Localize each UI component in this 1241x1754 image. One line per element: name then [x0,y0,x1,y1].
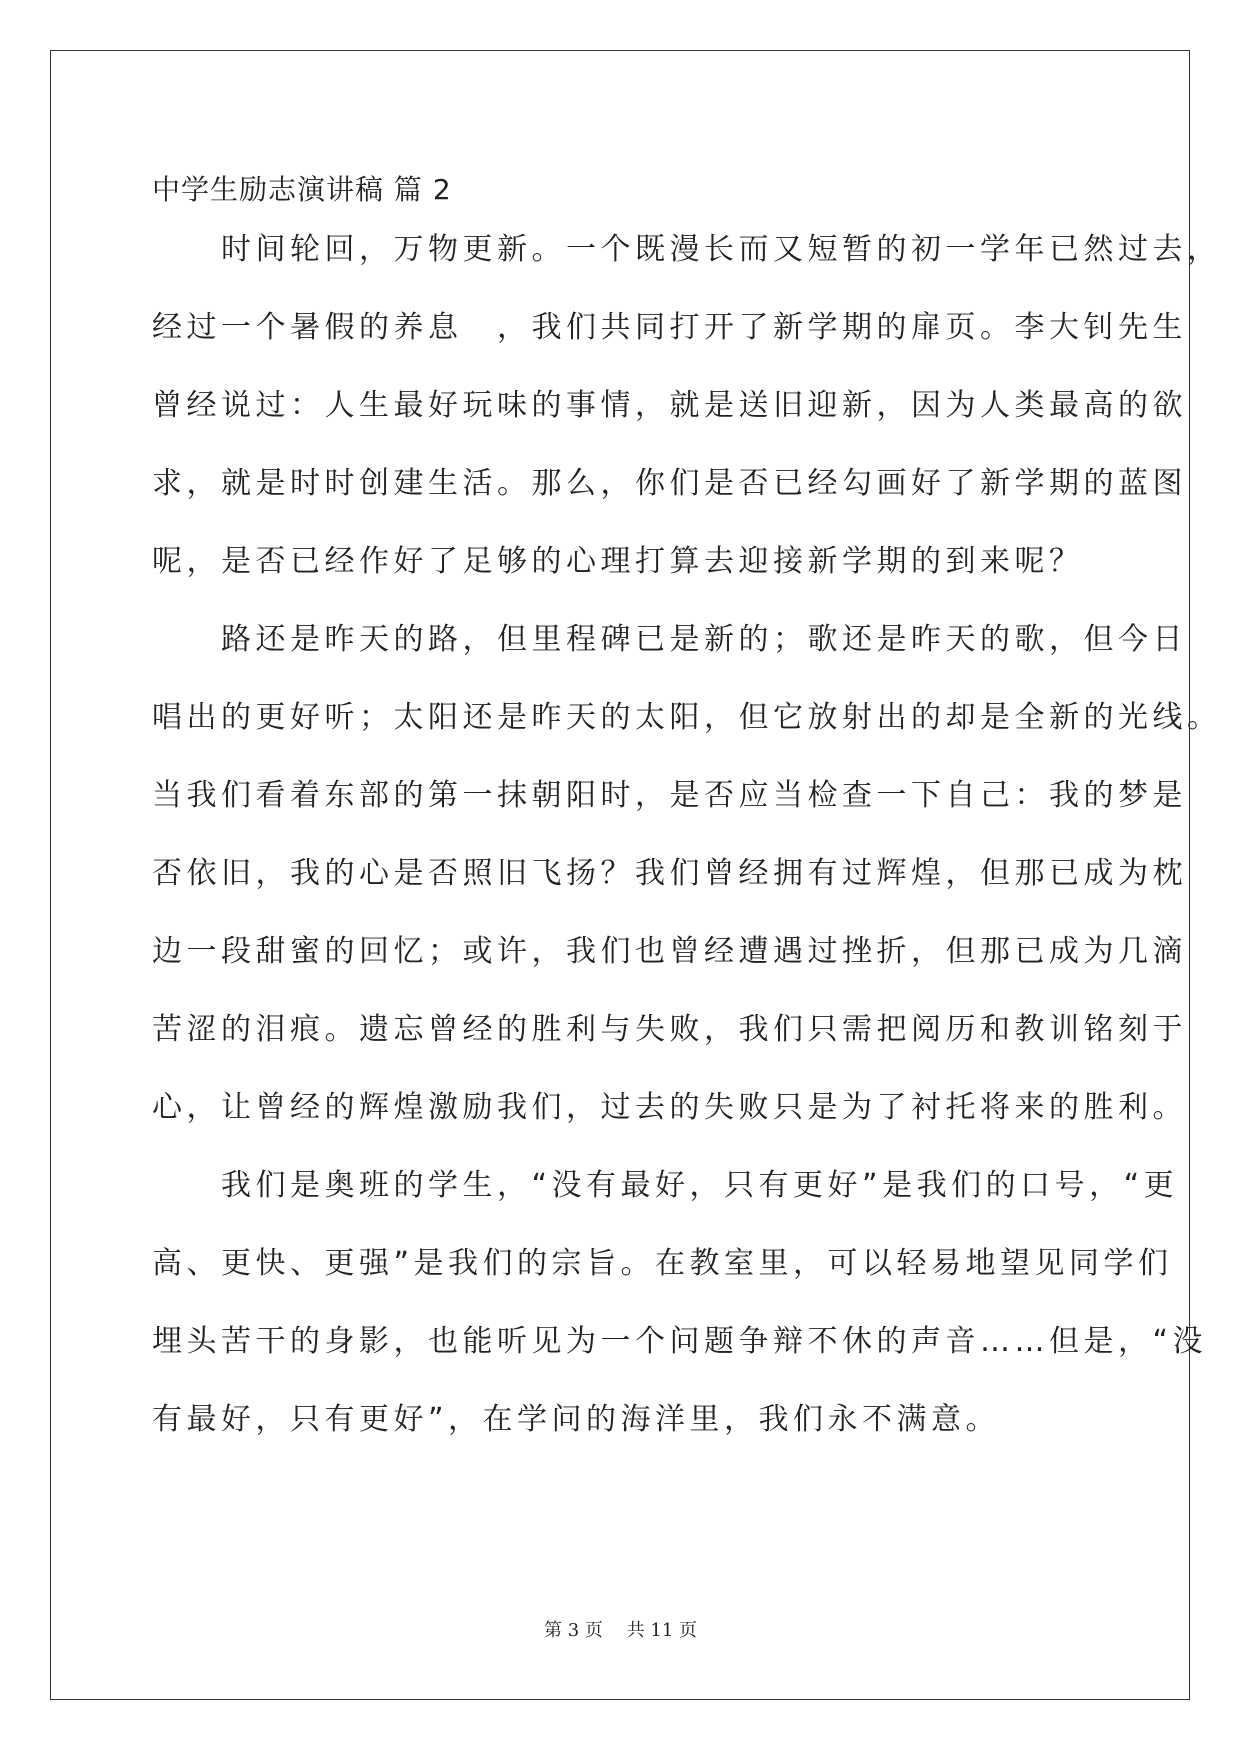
text-line: 我们是奥班的学生，“没有最好，只有更好”是我们的口号，“更 [152,1168,1179,1203]
document-heading [152,168,452,208]
text-line: 求，就是时时创建生活。那么，你们是否已经勾画好了新学期的蓝图 [152,466,1187,501]
document-title: 中学生励志演讲稿 [152,173,385,206]
page-footer [0,1616,1241,1642]
page-number: 第 3 页 [544,1620,603,1641]
text-line: 唱出的更好听；太阳还是昨天的太阳，但它放射出的却是全新的光线。 [152,700,1222,735]
page-total: 共 11 页 [626,1620,697,1641]
section-label: 篇 2 [393,173,452,206]
text-line: 路还是昨天的路，但里程碑已是新的；歌还是昨天的歌，但今日 [152,622,1187,657]
text-line: 当我们看着东部的第一抹朝阳时，是否应当检查一下自己：我的梦是 [152,778,1187,813]
text-line: 埋头苦干的身影，也能听见为一个问题争辩不休的声音……但是，“没 [152,1324,1208,1359]
text-line: 边一段甜蜜的回忆；或许，我们也曾经遭遇过挫折，但那已成为几滴 [152,934,1187,969]
text-line: 有最好，只有更好”，在学问的海洋里，我们永不满意。 [152,1402,1001,1437]
text-line: 否依旧，我的心是否照旧飞扬？我们曾经拥有过辉煌，但那已成为枕 [152,856,1187,891]
text-line: 经过一个暑假的养息 ，我们共同打开了新学期的扉页。李大钊先生 [152,310,1187,345]
text-line: 曾经说过：人生最好玩味的事情，就是送旧迎新，因为人类最高的欲 [152,388,1187,423]
text-line: 高、更快、更强”是我们的宗旨。在教室里，可以轻易地望见同学们 [152,1246,1173,1281]
text-line: 时间轮回，万物更新。一个既漫长而又短暂的初一学年已然过去， [152,232,1222,267]
text-line: 苦涩的泪痕。遗忘曾经的胜利与失败，我们只需把阅历和教训铭刻于 [152,1012,1187,1047]
text-line: 呢，是否已经作好了足够的心理打算去迎接新学期的到来呢？ [152,544,1084,579]
text-line: 心，让曾经的辉煌激励我们，过去的失败只是为了衬托将来的胜利。 [152,1090,1187,1125]
